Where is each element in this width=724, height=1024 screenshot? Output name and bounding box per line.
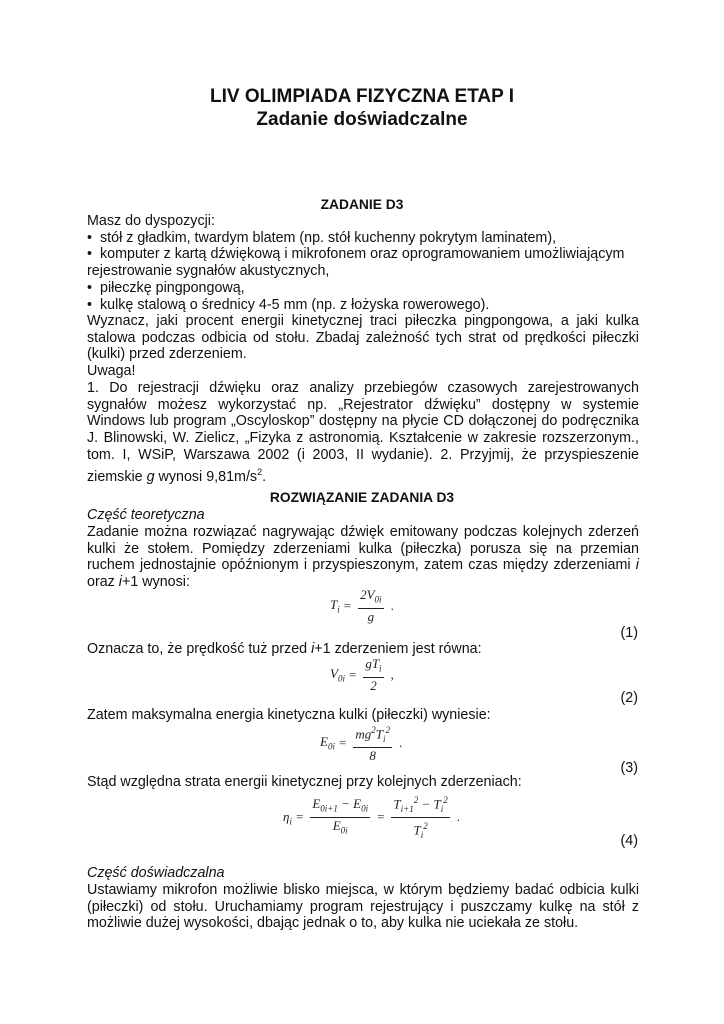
list-item-continuation: rejestrowanie sygnałów akustycznych, — [87, 263, 330, 280]
equation-number: (1) — [620, 625, 638, 641]
experiment-label: Część doświadczalna — [87, 865, 225, 881]
note-body: 1. Do rejestracji dźwięku oraz analizy przebiegów czasowych zarejestrowanych sygnałów możesz wykorzystać np. „Rejestrator dźwięku” dostępny w systemie Windows lub program „Oscyloskop” dostępny na płycie CD dołączonej do podręcznika J. Blinowski, W. Zielicz, „Fizyka z astronomią. Kształcenie w zakresie rozszerzonym., tom. I, WSiP, Warszawa 2002 (i 2003, II wydanie). 2. Przyjmij, że przyspieszenie ziemskie — [87, 380, 639, 485]
solution-heading: ROZWIĄZANIE ZADANIA D3 — [269, 490, 455, 505]
note-label: Uwaga! — [87, 363, 136, 379]
energy-intro: Zatem maksymalna energia kinetyczna kulki (piłeczki) wyniesie: — [87, 707, 491, 723]
note-unit-exponent: 2 — [257, 466, 263, 477]
equation-1: $T_i$ = $\frac{2V_{0i}}{g}$ . — [330, 587, 394, 624]
experiment-text: Ustawiamy mikrofon możliwie blisko miejsca, w którym będziemy badać odbicia kulki (piłeczki) od stołu. Uruchamiamy program rejestrujący i puszczamy kulkę na stół z możliwie dużej wysokości, dbając jednak o to, aby kulka nie uciekała ze stołu. — [87, 882, 639, 932]
equation-2: $V_{0i}$ = $\frac{gT_i}{2}$ , — [330, 656, 394, 693]
list-item: • piłeczkę pingpongową, — [87, 280, 639, 297]
velocity-i-symbol: i — [311, 641, 315, 657]
note-text — [87, 380, 639, 485]
task-heading: ZADANIE D3 — [320, 197, 404, 212]
note-g-symbol: g — [146, 468, 155, 485]
velocity-intro — [87, 641, 639, 658]
theory-connector: oraz — [87, 574, 119, 591]
list-item: • kulkę stalową o średnicy 4-5 mm (np. z łożyska rowerowego). — [87, 297, 639, 314]
velocity-intro-text: Oznacza to, że prędkość tuż przed — [87, 641, 312, 657]
list-item: • stół z gładkim, twardym blatem (np. stół kuchenny pokrytym laminatem), — [87, 230, 639, 247]
theory-body: Zadanie można rozwiązać nagrywając dźwięk emitowany podczas kolejnych zderzeń kulki że stołem. Pomiędzy zderzeniami kulka (piłeczka) porusza się na przemian ruchem jednostajnie opóźnionym i przyspieszonym, zatem czas między zderzeniami — [87, 524, 639, 574]
materials-list — [87, 213, 639, 313]
equation-number: (3) — [620, 760, 638, 776]
equation-number: (2) — [620, 690, 638, 706]
velocity-intro-tail: +1 zderzeniem jest równa: — [314, 641, 482, 657]
note-end: . — [262, 468, 267, 485]
theory-text — [87, 524, 639, 591]
materials-intro: Masz do dyspozycji: — [87, 213, 215, 229]
theory-i-symbol: i — [118, 574, 122, 591]
equation-3: $E_{0i}$ = $\frac{mg^2T_i^2}{8}$ . — [320, 725, 403, 763]
document-title: LIV OLIMPIADA FIZYCZNA ETAP I — [210, 86, 514, 107]
note-g-value: wynosi 9,81m/s — [154, 468, 258, 485]
loss-intro: Stąd względna strata energii kinetycznej przy kolejnych zderzeniach: — [87, 774, 522, 790]
task-statement: Wyznacz, jaki procent energii kinetycznej traci piłeczka pingpongowa, a jaki kulka stalowa podczas odbicia od stołu. Zbadaj zależność tych strat od prędkości piłeczki (kulki) przed zderzeniem. — [87, 313, 639, 363]
list-item: • komputer z kartą dźwiękową i mikrofonem oraz oprogramowaniem umożliwiającym — [87, 246, 639, 263]
equation-number: (4) — [620, 833, 638, 849]
document-subtitle: Zadanie doświadczalne — [256, 109, 468, 130]
equation-4: $\eta_i$ = $\frac{E_{0i+1} - E_{0i}}{E_{0i}}$ = $\frac{T_{i+1}^2 - T_i^2}{T_i^2}$ . — [283, 795, 461, 840]
theory-tail: +1 wynosi: — [121, 574, 190, 591]
theory-i-symbol: i — [635, 557, 639, 574]
theory-label: Część teoretyczna — [87, 507, 205, 523]
